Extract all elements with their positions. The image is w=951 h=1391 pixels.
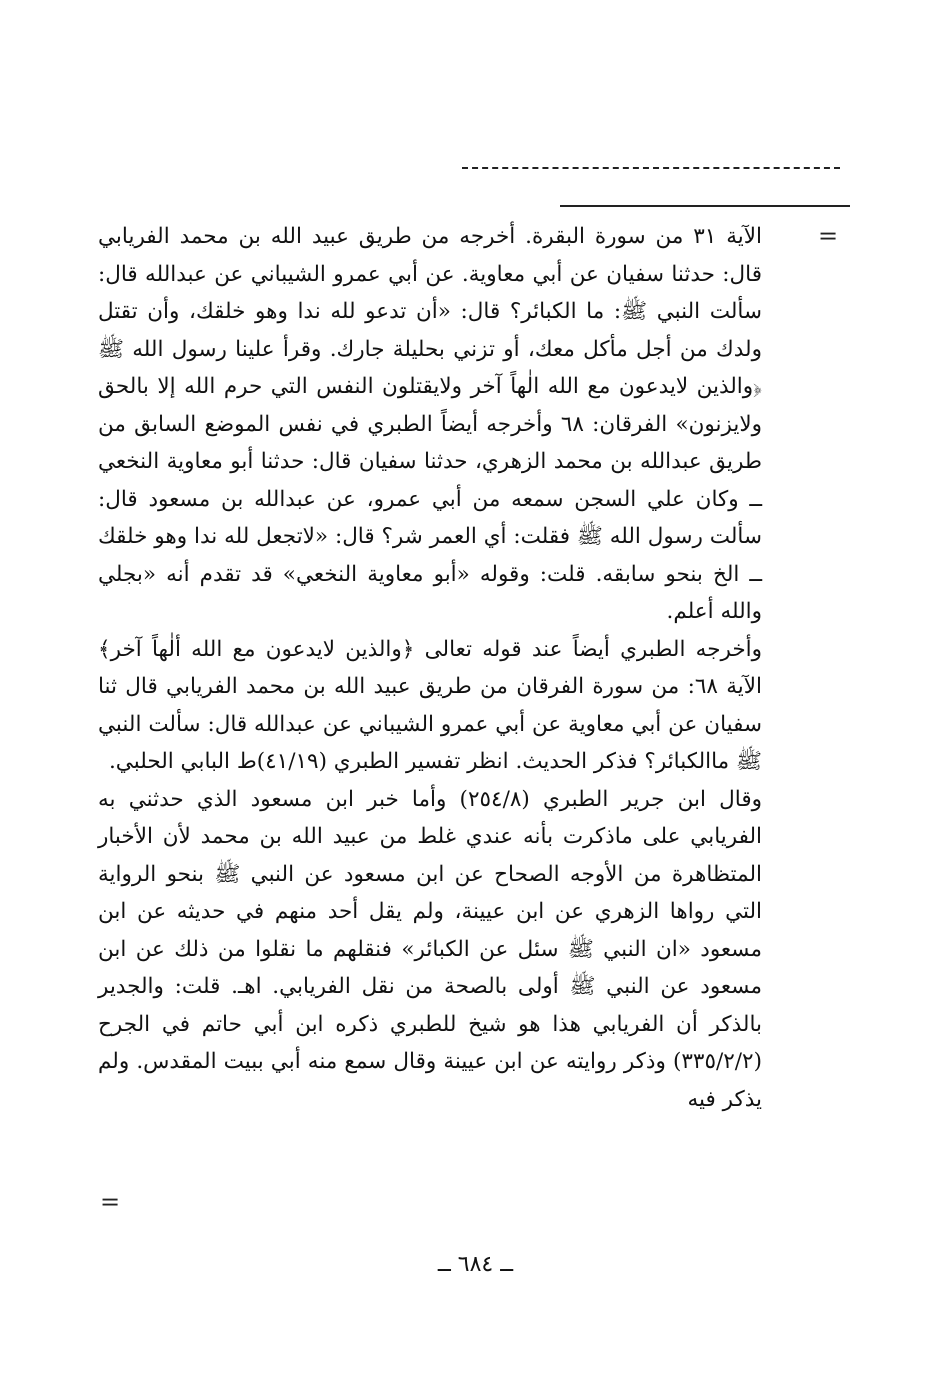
continuation-mark-bottom: = xyxy=(100,1188,121,1216)
continuation-mark-top: = xyxy=(818,222,839,250)
footnote-text xyxy=(98,218,762,1118)
dashed-separator-rule xyxy=(462,167,840,169)
footnote-separator-rule xyxy=(560,205,850,207)
footnote-paragraph-3: وقال ابن جرير الطبري (٢٥٤/٨) وأما خبر ابن مسعود الذي حدثني به الفريابي على ماذكرت بأنه عندي غلط من عبيد الله بن محمد لأن الأخبار المتظاهرة من الأوجه الصحاح عن ابن مسعود عن النبي ﷺ بنحو الرواية التي رواها الزهري عن ابن عيينة، ولم يقل أحد منهم في حديثه عن ابن مسعود «ان النبي ﷺ سئل عن الكبائر» فنقلهم ما نقلوا من ذلك عن ابن مسعود عن النبي ﷺ أولى بالصحة من نقل الفريابي. اهـ. قلت: والجدير بالذكر أن الفريابي هذا هو شيخ للطبري ذكره ابن أبي حاتم في الجرح (٣٣٥/٢/٢) وذكر روايته عن ابن عيينة وقال سمع منه أبي ببيت المقدس. ولم يذكر فيه xyxy=(98,786,762,1112)
footnote-paragraph-2: وأخرجه الطبري أيضاً عند قوله تعالى ﴿والذين لايدعون مع الله ألٰهاً آخر﴾ الآية ٦٨: من سورة الفرقان من طريق عبيد الله بن محمد الفريابي قال ثنا سفيان عن أبي معاوية عن أبي عمرو الشيباني عن عبدالله قال: سألت النبي ﷺ ماالكبائر؟ فذكر الحديث. انظر تفسير الطبري (٤١/١٩)ط البابي الحلبي. xyxy=(98,636,762,774)
page-number: ــ ٦٨٤ ــ xyxy=(437,1252,514,1277)
footnote-paragraph-1: الآية ٣١ من سورة البقرة. أخرجه من طريق عبيد الله بن محمد الفريابي قال: حدثنا سفيان عن أبي معاوية. عن أبي عمرو الشيباني عن عبدالله قال: سألت النبي ﷺ: ما الكبائر؟ قال: «أن تدعو لله ندا وهو خلقك، وأن تقتل ولدك من أجل مأكل معك، أو تزني بحليلة جارك. وقرأ علينا رسول الله ﷺ ﴿والذين لايدعون مع الله الٰهاً آخر ولايقتلون النفس التي حرم الله إلا بالحق ولايزنون» الفرقان: ٦٨ وأخرجه أيضاً الطبري في نفس الموضع السابق من طريق عبدالله بن محمد الزهري، حدثنا سفيان قال: حدثنا أبو معاوية النخعي ــ وكان علي السجن سمعه من أبي عمرو، عن عبدالله بن مسعود قال: سألت رسول الله ﷺ فقلت: أي العمر شر؟ قال: «لاتجعل لله ندا وهو خلقك ــ الخ بنحو سابقه. قلت: وقوله «أبو معاوية النخعي» قد تقدم أنه «بجلي والله أعلم. xyxy=(98,224,762,624)
